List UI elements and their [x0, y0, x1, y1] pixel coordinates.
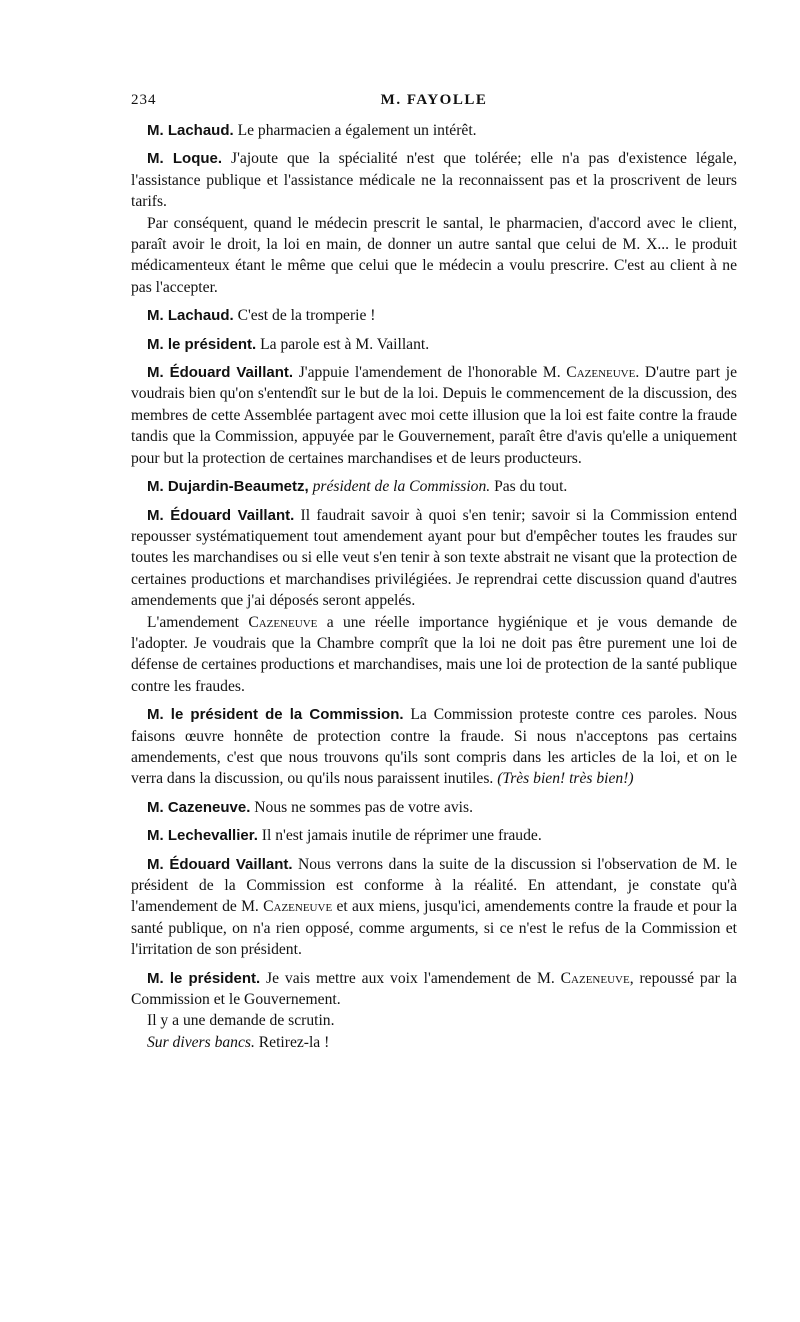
speaker-name: M. Lechevallier. — [147, 827, 258, 845]
applause-aside: (Très bien! très bien!) — [497, 770, 634, 788]
debate-paragraph-lachaud-1 — [131, 120, 737, 141]
running-title: M. FAYOLLE — [380, 92, 488, 108]
speaker-name: M. le président de la Commission. — [147, 706, 404, 724]
speech-text: La Commission proteste contre ces paroles. Nous faisons œuvre honnête de protection contre la fraude. Si nous n'acceptons pas certains amendements, c'est que nous trouvons qu'ils sont compris dans les articles de la loi, et on le verra dans la discussion, ou qu'ils nous paraissent inutiles. — [131, 706, 737, 788]
speech-text: Pas du tout. — [490, 478, 568, 496]
debate-paragraph-lachaud-2 — [131, 305, 737, 326]
debate-paragraph-loque-continued — [131, 213, 737, 299]
speaker-role: président de la Commission. — [308, 478, 491, 496]
speech-text: J'appuie l'amendement de l'honorable M. — [293, 364, 567, 382]
running-header — [131, 92, 737, 114]
debate-paragraph-president-2 — [131, 968, 737, 1011]
speech-text: Le pharmacien a également un intérêt. — [233, 122, 477, 139]
speaker-name: M. Édouard Vaillant. — [147, 506, 295, 524]
speaker-name: M. Lachaud. — [147, 122, 234, 139]
speech-text: Il faudrait savoir à quoi s'en tenir; savoir si la Commission entend repousser systématiquement tout amendement ayant pour but d'empêcher toutes les fraudes sur toutes les marchandises ou si elle veut s'en tenir à son texte abstrait ne visant que la protection de certaines productions et marchandises privilégiées. Je reprendrai cette discussion quand d'autres amendements que j'ai déposés seront appelés. — [131, 506, 737, 610]
deputy-name: Cazeneuve — [560, 969, 630, 987]
speaker-name: M. Dujardin-Beaumetz, — [147, 478, 309, 496]
debate-paragraph-lechevallier — [131, 825, 737, 846]
speech-text: J'ajoute que la spécialité n'est que tolérée; elle n'a pas d'existence légale, l'assistance publique et l'assistance médicale ne la reconnaissent pas et la proscrivent de leurs tarifs. — [131, 150, 737, 211]
debate-paragraph-loque — [131, 148, 737, 212]
debate-paragraph-dujardin-beaumetz — [131, 476, 737, 497]
speech-text: La parole est à M. Vaillant. — [256, 335, 430, 353]
speech-text: Nous verrons dans la suite de la discussion si l'observation de M. le président de la Commission est conforme à la réalité. En attendant, je constate qu'à l'amendement de M. — [131, 855, 738, 916]
speaker-name: M. Édouard Vaillant. — [147, 855, 293, 873]
debate-paragraph-scrutin — [131, 1010, 737, 1031]
speech-text: Retirez-la ! — [254, 1033, 330, 1051]
debate-paragraph-benches — [131, 1032, 737, 1053]
speaker-name: M. le président. — [147, 335, 257, 353]
debate-paragraph-vaillant-2-continued — [131, 612, 737, 698]
speaker-name: M. Loque. — [147, 150, 223, 168]
debate-paragraph-vaillant-2 — [131, 505, 737, 612]
speech-text: . D'autre part je voudrais bien qu'on s'entendît sur le but de la loi. Depuis le commencement de la discussion, des membres de cette Assemblée partagent avec moi cette illusion que la loi est faite contre la fraude tandis que la Commission, appuyée par le Gouvernement, paraît être d'avis qu'elle a uniquement pour but la protection de certaines marchandises et de leurs producteurs. — [131, 364, 737, 467]
debate-paragraph-vaillant-3 — [131, 854, 737, 961]
deputy-name: Cazeneuve — [566, 364, 636, 382]
debate-paragraph-vaillant-1 — [131, 362, 737, 469]
speech-text: Je vais mettre aux voix l'amendement de M. — [260, 969, 561, 987]
speech-text: Il n'est jamais inutile de réprimer une fraude. — [257, 827, 542, 845]
speech-text: Il y a une demande de scrutin. — [147, 1012, 335, 1030]
speaker-name: M. Cazeneuve. — [147, 798, 251, 816]
speaker-name: M. Édouard Vaillant. — [147, 364, 294, 382]
speech-text: et aux miens, jusqu'ici, amendements contre la fraude et pour la santé publique, on n'a rien opposé, comme arguments, si ce n'est le refus de la Commission et l'irritation de son président. — [131, 898, 737, 959]
speaker-name: M. Lachaud. — [147, 307, 234, 325]
page-number: 234 — [131, 92, 157, 108]
deputy-name: Cazeneuve — [248, 613, 318, 631]
speech-text: Nous ne sommes pas de votre avis. — [250, 798, 473, 816]
debate-paragraph-cazeneuve — [131, 797, 737, 818]
speech-text: Par conséquent, quand le médecin prescrit le santal, le pharmacien, d'accord avec le client, paraît avoir le droit, la loi en main, de donner un autre santal que celui de M. X... le produit médicamenteux étant le même que celui que le médecin a voulu prescrire. C'est au client à ne pas l'accepter. — [131, 214, 737, 296]
debate-paragraph-president-1 — [131, 334, 737, 355]
speech-text: , repoussé par la Commission et le Gouvernement. — [131, 969, 737, 1009]
deputy-name: Cazeneuve — [263, 898, 333, 916]
speech-text: C'est de la tromperie ! — [233, 307, 376, 325]
speaker-name: M. le président. — [147, 969, 261, 987]
document-page — [131, 92, 737, 1053]
stage-direction: Sur divers bancs. — [147, 1033, 255, 1051]
speech-text: a une réelle importance hygiénique et je vous demande de l'adopter. Je voudrais que la Chambre comprît que la loi ne doit pas être purement une loi de défense de certaines productions et marchandises, mais une loi de protection de la santé publique contre les fraudes. — [131, 613, 737, 695]
speech-text: L'amendement — [147, 613, 249, 631]
debate-paragraph-commission-president — [131, 704, 737, 790]
